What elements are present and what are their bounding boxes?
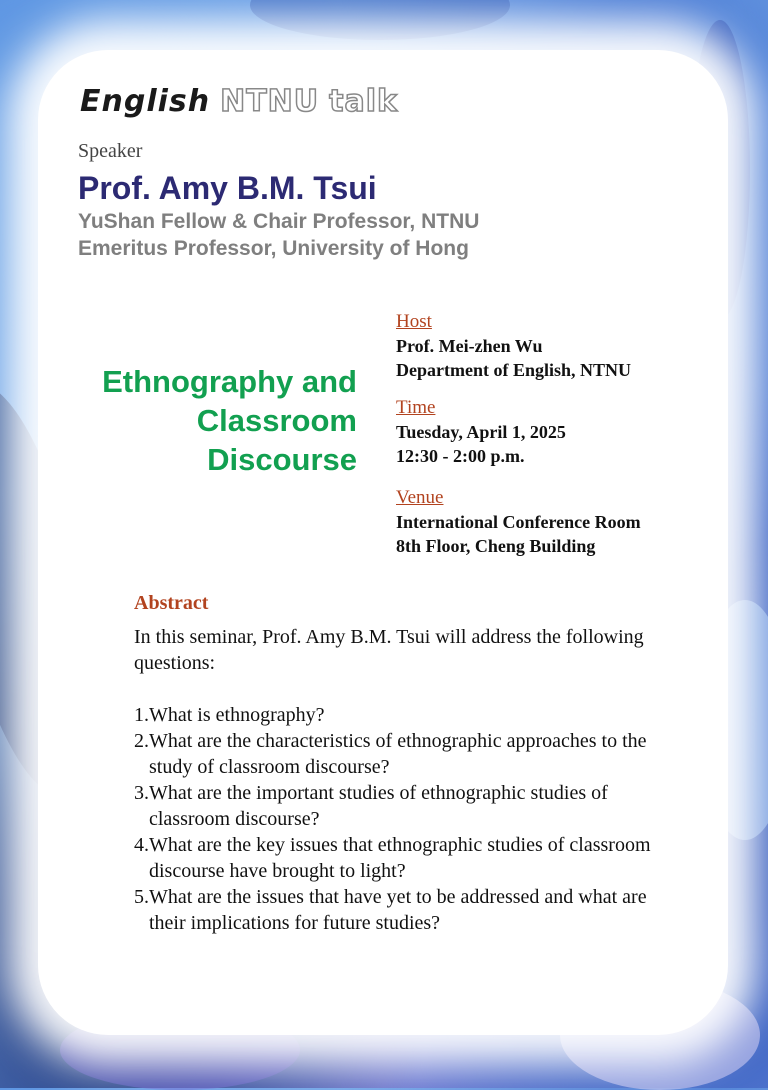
abstract-intro: In this seminar, Prof. Amy B.M. Tsui will address the following questions: [134,626,644,674]
time-block [396,396,566,468]
host-department: Department of English, NTNU [396,360,632,380]
logo-word-talk: talk [329,84,398,119]
talk-title-line: Classroom [196,403,357,438]
list-item [134,780,674,832]
list-item [134,832,674,884]
logo-word-ntnu: NTNU [220,84,320,119]
time-date: Tuesday, April 1, 2025 [396,422,566,442]
logo-word-english: English [80,84,211,119]
speaker-label: Speaker [78,140,143,162]
question-number: 3. [134,782,149,804]
abstract-section [134,590,674,936]
list-item [134,728,674,780]
question-text: What are the issues that have yet to be addressed and what are their implications for future studies? [149,886,647,934]
question-number: 5. [134,886,149,908]
list-item [134,702,674,728]
speaker-affiliation: Emeritus Professor, University of Hong [78,237,469,260]
talk-title-line: Discourse [207,442,357,477]
venue-label: Venue [396,487,444,508]
english-ntnu-talk-logo [80,84,398,119]
watercolor-stroke [250,0,510,40]
speaker-name: Prof. Amy B.M. Tsui [78,170,377,206]
venue-building: 8th Floor, Cheng Building [396,536,596,556]
time-label: Time [396,397,436,418]
venue-block [396,486,641,558]
speaker-affiliation: YuShan Fellow & Chair Professor, NTNU [78,210,480,233]
host-label: Host [396,311,432,332]
question-text: What are the key issues that ethnographic studies of classroom discourse have brought to light? [149,834,651,882]
talk-title-line: Ethnography and [102,364,357,399]
talk-title [60,362,357,479]
question-list [134,702,674,936]
abstract-heading: Abstract [134,592,209,614]
question-number: 2. [134,730,149,752]
question-text: What are the important studies of ethnographic studies of classroom discourse? [149,782,608,830]
host-block [396,310,631,382]
question-text: What are the characteristics of ethnographic approaches to the study of classroom discourse? [149,730,647,778]
host-name: Prof. Mei-zhen Wu [396,336,543,356]
question-text: What is ethnography? [149,704,325,726]
question-number: 4. [134,834,149,856]
time-hours: 12:30 - 2:00 p.m. [396,446,525,466]
venue-room: International Conference Room [396,512,641,532]
question-number: 1. [134,704,149,726]
list-item [134,884,674,936]
